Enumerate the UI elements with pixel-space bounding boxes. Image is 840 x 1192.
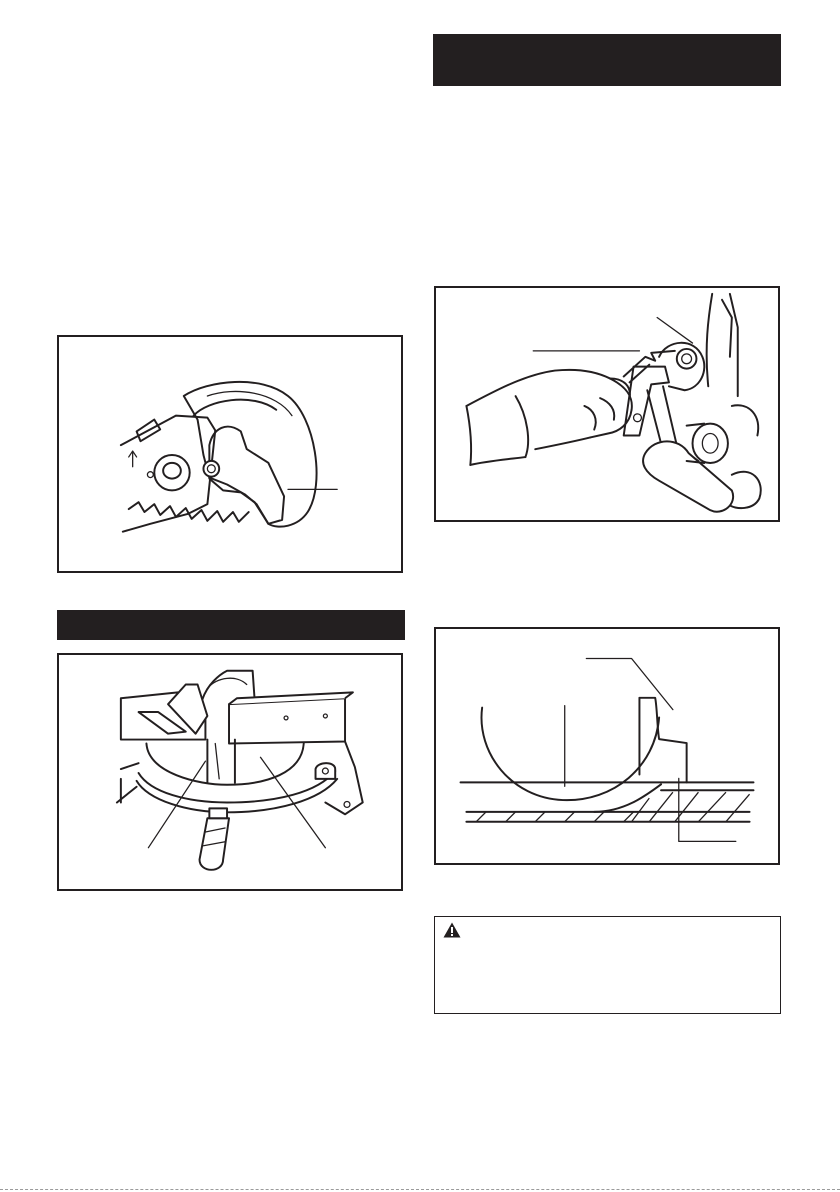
warning-triangle-icon [443, 922, 461, 938]
page-bottom-rule [0, 1189, 840, 1190]
miter-saw-turn-base-illustration [59, 655, 401, 889]
warning-box [434, 916, 781, 1014]
section-header-bar [433, 34, 781, 86]
figure-turn-base [57, 653, 403, 891]
figure-blade-depth [434, 627, 780, 865]
blade-cross-section-illustration [436, 629, 778, 863]
saw-blade-guard-illustration [59, 337, 401, 571]
section-bar-left [57, 610, 405, 640]
figure-blade-guard [57, 335, 403, 573]
figure-hex-wrench [434, 286, 780, 522]
hex-wrench-adjustment-illustration [436, 288, 778, 520]
